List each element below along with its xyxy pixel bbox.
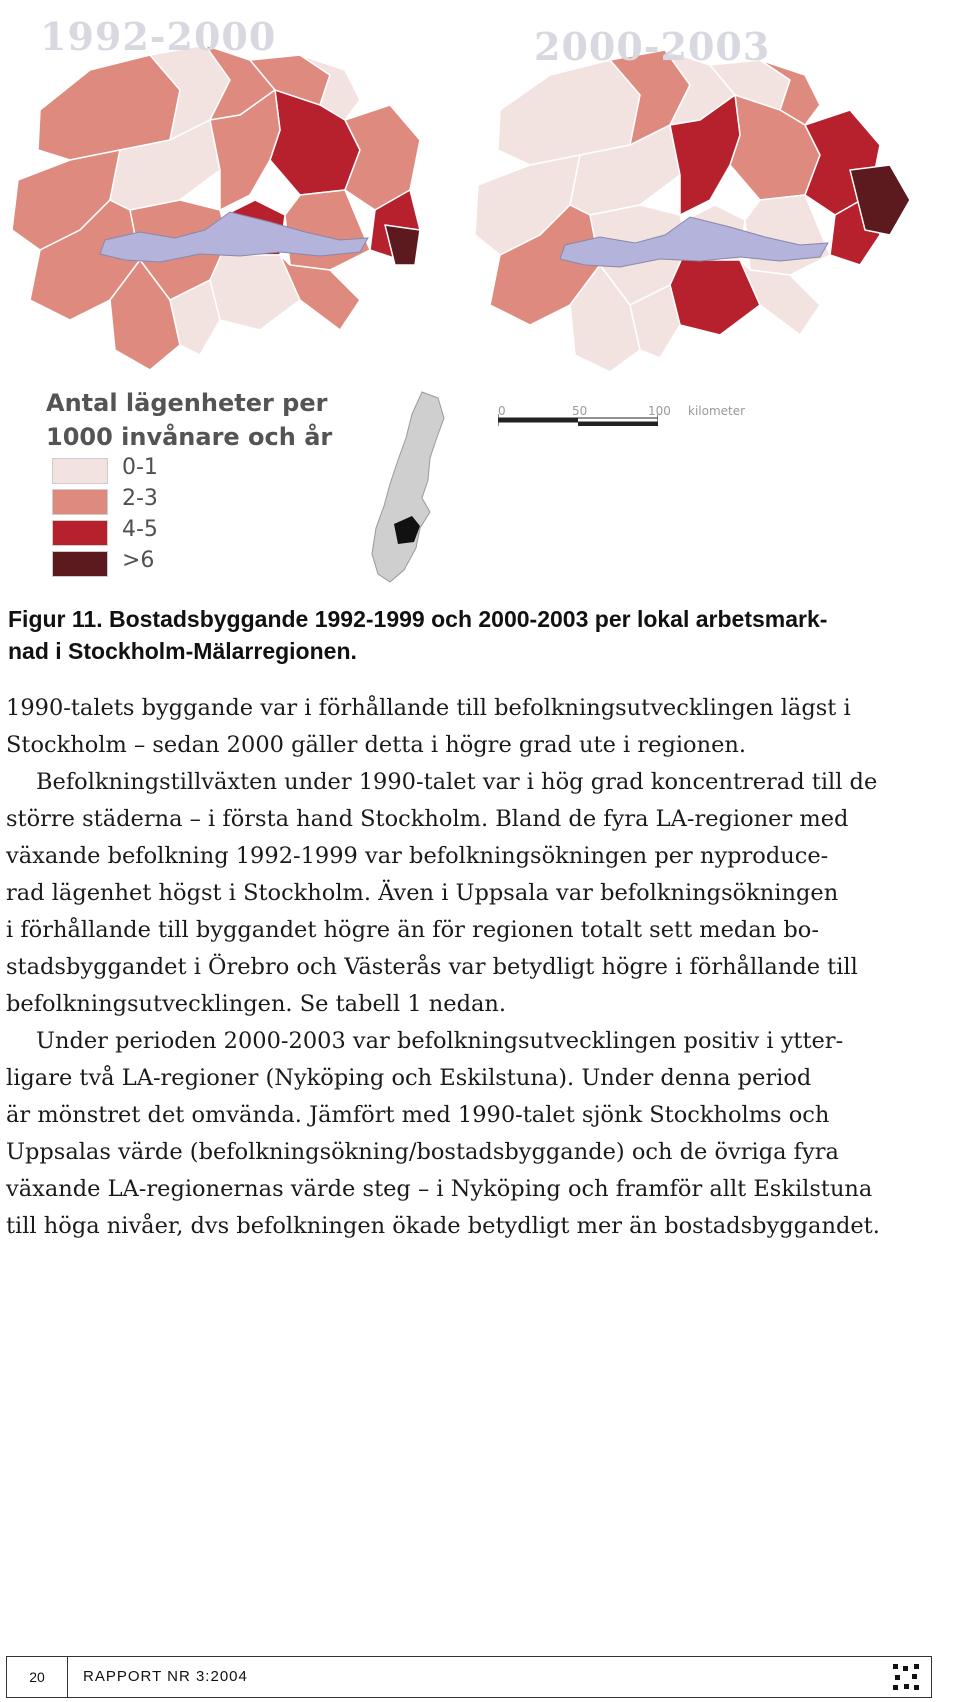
- paragraph-3: [6, 1023, 946, 1245]
- report-title: RAPPORT NR 3:2004: [83, 1668, 248, 1685]
- map-title-right: 2000-2003: [534, 24, 771, 69]
- page-footer: [6, 1656, 932, 1698]
- text-line: befolkningsutvecklingen. Se tabell 1 nedan.: [6, 991, 507, 1017]
- legend-swatch: [52, 520, 108, 546]
- legend-label: 2-3: [122, 486, 158, 511]
- legend-swatch: [52, 489, 108, 515]
- body-text: [6, 690, 946, 1245]
- legend-title-line1: Antal lägenheter per: [46, 389, 328, 417]
- legend-title-line2: 1000 invånare och år: [46, 423, 333, 451]
- figure-caption: [8, 603, 908, 667]
- scale-label-100: 100: [648, 404, 671, 418]
- legend-label: 0-1: [122, 455, 158, 480]
- text-line: Befolkningstillväxten under 1990-talet var i hög grad koncentrerad till de: [36, 769, 878, 795]
- text-line: större städerna – i första hand Stockholm. Bland de fyra LA-regioner med: [6, 806, 849, 832]
- scale-label-unit: kilometer: [688, 404, 746, 418]
- text-line: Stockholm – sedan 2000 gäller detta i högre grad ute i regionen.: [6, 732, 747, 758]
- text-line: i förhållande till byggandet högre än för regionen totalt sett medan bo-: [6, 917, 819, 943]
- legend-title: [46, 386, 346, 454]
- scale-label-0: 0: [498, 404, 506, 418]
- text-line: rad lägenhet högst i Stockholm. Även i Uppsala var befolkningsökningen: [6, 880, 839, 906]
- text-line: ligare två LA-regioner (Nyköping och Eskilstuna). Under denna period: [6, 1065, 812, 1091]
- dots-logo-icon: [891, 1662, 921, 1692]
- paragraph-2: [6, 764, 946, 1023]
- legend-label: >6: [122, 548, 155, 573]
- legend-swatch: [52, 551, 108, 577]
- legend-label: 4-5: [122, 517, 158, 542]
- text-line: till höga nivåer, dvs befolkningen ökade betydligt mer än bostadsbyggandet.: [6, 1213, 880, 1239]
- scale-label-50: 50: [572, 404, 588, 418]
- text-line: stadsbyggandet i Örebro och Västerås var betydligt högre i förhållande till: [6, 954, 858, 980]
- text-line: växande befolkning 1992-1999 var befolkningsökningen per nyproduce-: [6, 843, 829, 869]
- caption-line: nad i Stockholm-Mälarregionen.: [8, 638, 357, 664]
- paragraph-1: [6, 690, 946, 764]
- text-line: Uppsalas värde (befolkningsökning/bostadsbyggande) och de övriga fyra: [6, 1139, 839, 1165]
- text-line: är mönstret det omvända. Jämfört med 1990-talet sjönk Stockholms och: [6, 1102, 830, 1128]
- page-number: 20: [7, 1657, 68, 1697]
- caption-line: Figur 11. Bostadsbyggande 1992-1999 och 2000-2003 per lokal arbetsmark-: [8, 606, 828, 632]
- text-line: 1990-talets byggande var i förhållande till befolkningsutvecklingen lägst i: [6, 695, 851, 721]
- legend-swatch: [52, 458, 108, 484]
- figure-maps: [0, 0, 960, 590]
- map-title-left: 1992-2000: [40, 14, 277, 59]
- text-line: Under perioden 2000-2003 var befolkningsutvecklingen positiv i ytter-: [36, 1028, 844, 1054]
- sweden-locator-map: [360, 388, 460, 588]
- text-line: växande LA-regionernas värde steg – i Nyköping och framför allt Eskilstuna: [6, 1176, 873, 1202]
